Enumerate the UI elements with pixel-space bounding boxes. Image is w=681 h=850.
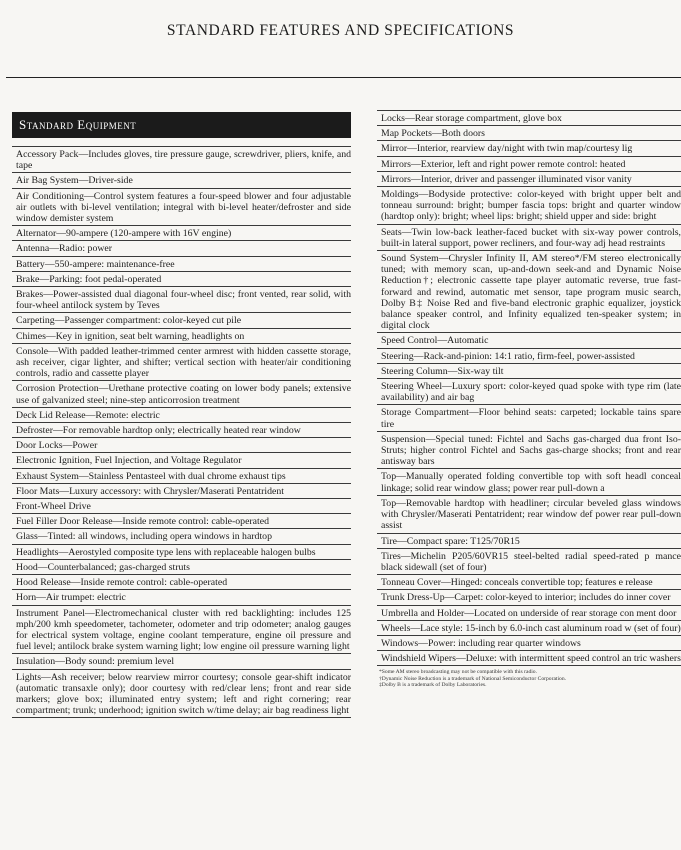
- equipment-item: Top—Manually operated folding convertible top with soft headl conceal linkage; solid rear window glass; power rear pull-down a: [377, 468, 681, 494]
- equipment-item: Floor Mats—Luxury accessory: with Chrysler/Maserati Pentatrident: [12, 483, 351, 498]
- equipment-item: Hood Release—Inside remote control: cable-operated: [12, 574, 351, 589]
- equipment-item: Mirror—Interior, rearview day/night with twin map/courtesy lig: [377, 140, 681, 155]
- equipment-item: Tonneau Cover—Hinged: conceals convertible top; features e release: [377, 574, 681, 589]
- equipment-item: Headlights—Aerostyled composite type lens with replaceable halogen bulbs: [12, 544, 351, 559]
- equipment-item: Exhaust System—Stainless Pentasteel with dual chrome exhaust tips: [12, 468, 351, 483]
- equipment-item: Air Bag System—Driver-side: [12, 172, 351, 187]
- equipment-item: Steering Column—Six-way tilt: [377, 363, 681, 378]
- equipment-item: Fuel Filler Door Release—Inside remote control: cable-operated: [12, 513, 351, 528]
- page-title: STANDARD FEATURES AND SPECIFICATIONS: [166, 22, 515, 39]
- equipment-item: Wheels—Lace style: 15-inch by 6.0-inch cast aluminum road w (set of four): [377, 620, 681, 635]
- equipment-item: Carpeting—Passenger compartment: color-keyed cut pile: [12, 312, 351, 327]
- right-equipment-list: [377, 110, 681, 666]
- equipment-item: Windshield Wipers—Deluxe: with intermittent speed control an tric washers: [377, 650, 681, 666]
- equipment-item: Front-Wheel Drive: [12, 498, 351, 513]
- footnote: ‡Dolby B is a trademark of Dolby Laboratories.: [379, 682, 487, 689]
- footnote: *Some AM stereo broadcasting may not be compatible with this radio.: [379, 669, 537, 676]
- equipment-item: Mirrors—Exterior, left and right power remote control: heated: [377, 156, 681, 171]
- equipment-item: Speed Control—Automatic: [377, 332, 681, 347]
- footnote: †Dynamic Noise Reduction is a trademark of National Semiconductor Corporation.: [379, 675, 567, 682]
- equipment-item: Tires—Michelin P205/60VR15 steel-belted radial speed-rated p mance black sidewall (set of four): [377, 548, 681, 574]
- left-equipment-list: [12, 146, 351, 718]
- right-column: [377, 110, 681, 689]
- equipment-item: Glass—Tinted: all windows, including opera windows in hardtop: [12, 528, 351, 543]
- equipment-item: Moldings—Bodyside protective: color-keyed with bright upper belt and tonneau surround: bright; bumper fascia tops: bright and quarter window (hardtop only): bright; wheel lips: bright; shield upper and side: bright: [377, 186, 681, 224]
- equipment-item: Alternator—90-ampere (120-ampere with 16V engine): [12, 225, 351, 240]
- equipment-item: Chimes—Key in ignition, seat belt warning, headlights on: [12, 328, 351, 343]
- equipment-item: Tire—Compact spare: T125/70R15: [377, 533, 681, 548]
- equipment-item: Seats—Twin low-back leather-faced bucket with six-way power controls, built-in lateral support, power recliners, and four-way adj head restraints: [377, 224, 681, 250]
- equipment-item: Door Locks—Power: [12, 437, 351, 452]
- equipment-item: Steering Wheel—Luxury sport: color-keyed quad spoke with type rim (late availability) and air bag: [377, 378, 681, 404]
- left-column: [12, 112, 351, 718]
- equipment-item: Map Pockets—Both doors: [377, 125, 681, 140]
- equipment-item: Locks—Rear storage compartment, glove box: [377, 110, 681, 125]
- equipment-item: Horn—Air trumpet: electric: [12, 589, 351, 604]
- equipment-item: Storage Compartment—Floor behind seats: carpeted; lockable tains spare tire: [377, 404, 681, 430]
- equipment-item: Top—Removable hardtop with headliner; circular beveled glass windows with Chrysler/Maserati Pentatrident; rear window def power rear pull-down assist: [377, 495, 681, 533]
- equipment-item: Corrosion Protection—Urethane protective coating on lower body panels; extensive use of galvanized steel; nine-step anticorrosion treatment: [12, 380, 351, 406]
- equipment-item: Accessory Pack—Includes gloves, tire pressure gauge, screwdriver, pliers, knife, and tape: [12, 146, 351, 172]
- section-heading: Standard Equipment: [12, 112, 351, 138]
- equipment-item: Umbrella and Holder—Located on underside of rear storage con ment door: [377, 605, 681, 620]
- equipment-item: Trunk Dress-Up—Carpet: color-keyed to interior; includes do inner cover: [377, 589, 681, 604]
- equipment-item: Air Conditioning—Control system features a four-speed blower and four adjustable air outlets with bi-level ventilation; integral with bi-level heater/defroster and side window demister system: [12, 188, 351, 226]
- equipment-item: Battery—550-ampere: maintenance-free: [12, 256, 351, 271]
- footnotes: [377, 669, 681, 688]
- equipment-item: Deck Lid Release—Remote: electric: [12, 407, 351, 422]
- equipment-item: Hood—Counterbalanced; gas-charged struts: [12, 559, 351, 574]
- equipment-item: Antenna—Radio: power: [12, 240, 351, 255]
- equipment-item: Brakes—Power-assisted dual diagonal four-wheel disc; front vented, rear solid, with four-wheel antilock system by Teves: [12, 286, 351, 312]
- equipment-item: Windows—Power: including rear quarter windows: [377, 635, 681, 650]
- equipment-item: Steering—Rack-and-pinion: 14:1 ratio, firm-feel, power-assisted: [377, 348, 681, 363]
- equipment-item: Electronic Ignition, Fuel Injection, and Voltage Regulator: [12, 452, 351, 467]
- equipment-item: Console—With padded leather-trimmed center armrest with hidden cassette storage, ash receiver, cigar lighter, and shifter; vertical section with heater/air conditioning controls, radio and cassette player: [12, 343, 351, 381]
- equipment-item: Suspension—Special tuned: Fichtel and Sachs gas-charged dua front Iso-Struts; higher control Fichtel and Sachs gas-charge shocks; front and rear antisway bars: [377, 431, 681, 469]
- equipment-item: Insulation—Body sound: premium level: [12, 653, 351, 668]
- header-divider: [6, 77, 681, 78]
- equipment-item: Defroster—For removable hardtop only; electrically heated rear window: [12, 422, 351, 437]
- equipment-item: Brake—Parking: foot pedal-operated: [12, 271, 351, 286]
- equipment-item: Mirrors—Interior, driver and passenger illuminated visor vanity: [377, 171, 681, 186]
- equipment-item: Sound System—Chrysler Infinity II, AM stereo*/FM stereo electronically tuned; with memory scan, up-and-down seek-and and Dynamic Noise Reduction†; electronic cassette tape player automatic reverse, true fast-forward and rewind, automatic met sensor, tape program music search, Dolby B‡ Noise Red and five-band electronic graphic equalizer, joystick balance speaker control, and Infinity equalized ten-speaker system; in digital clock: [377, 250, 681, 332]
- equipment-item: Lights—Ash receiver; below rearview mirror courtesy; console gear-shift indicator (automatic transaxle only); door courtesy with red/clear lens; front and rear side markers; glove box; illuminated entry system; left and right cornering; rear compartment; trunk; underhood; ignition switch w/time delay; air bag readiness light: [12, 669, 351, 719]
- equipment-item: Instrument Panel—Electromechanical cluster with red backlighting: includes 125 mph/200 kmh speedometer, tachometer, odometer and trip odometer; analog gauges for electrical system voltage, engine coolant temperature, engine oil pressure and fuel level; antilock brake system warning light; low engine oil pressure warning light: [12, 605, 351, 654]
